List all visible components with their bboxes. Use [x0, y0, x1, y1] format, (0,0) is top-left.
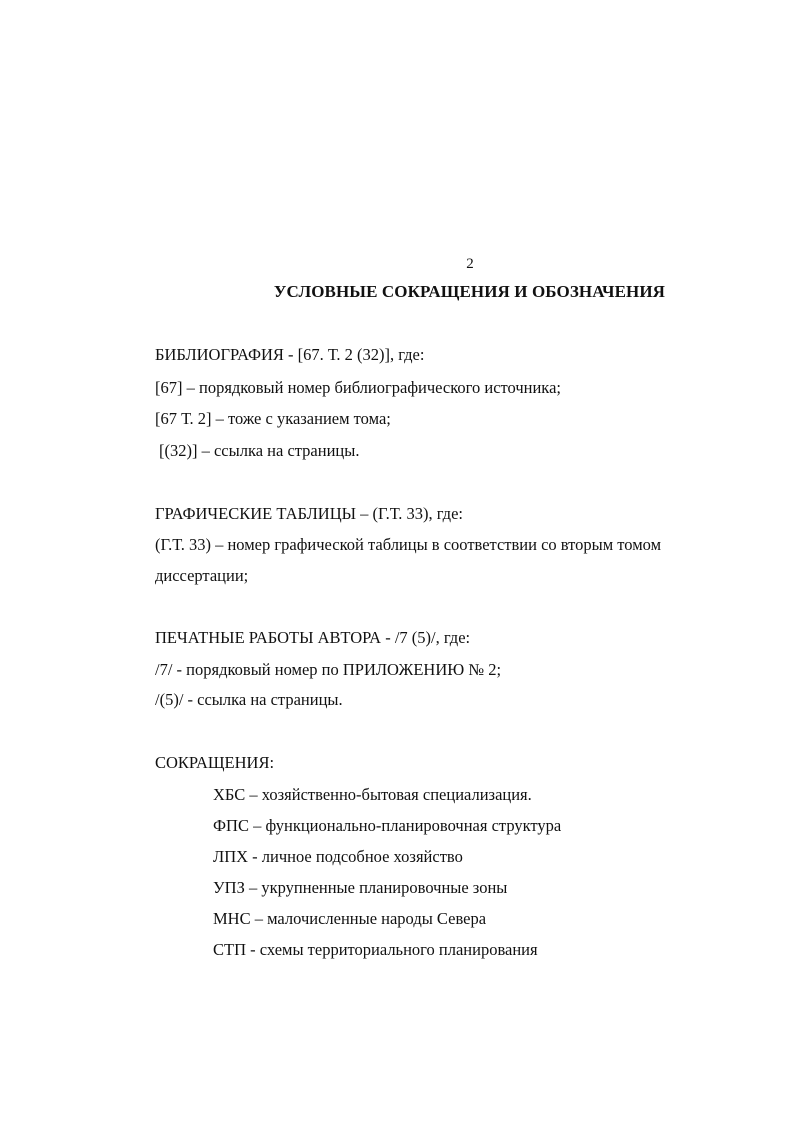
bibliography-line: [67 Т. 2] – тоже с указанием тома; — [155, 409, 391, 428]
bibliography-line: [(32)] – ссылка на страницы. — [159, 441, 360, 460]
abbreviation-item: СТП - схемы территориального планирования — [213, 940, 538, 959]
page-number: 2 — [466, 256, 474, 272]
author-works-heading: ПЕЧАТНЫЕ РАБОТЫ АВТОРА - /7 (5)/, где: — [155, 628, 471, 647]
author-works-line: /7/ - порядковый номер по ПРИЛОЖЕНИЮ № 2; — [155, 660, 502, 679]
author-works-line: /(5)/ - ссылка на страницы. — [155, 690, 343, 709]
abbreviation-item: ФПС – функционально-планировочная структура — [213, 816, 562, 835]
abbreviations-heading: СОКРАЩЕНИЯ: — [155, 753, 275, 772]
abbreviation-item: УПЗ – укрупненные планировочные зоны — [213, 878, 508, 897]
graphic-tables-line: диссертации; — [155, 566, 249, 585]
graphic-tables-heading: ГРАФИЧЕСКИЕ ТАБЛИЦЫ – (Г.Т. 33), где: — [155, 504, 463, 523]
abbreviation-item: МНС – малочисленные народы Севера — [213, 909, 487, 928]
abbreviation-item: ЛПХ - личное подсобное хозяйство — [213, 847, 463, 866]
graphic-tables-line: (Г.Т. 33) – номер графической таблицы в соответствии со вторым томом — [155, 535, 662, 554]
bibliography-heading: БИБЛИОГРАФИЯ - [67. Т. 2 (32)], где: — [155, 345, 425, 364]
page-title: УСЛОВНЫЕ СОКРАЩЕНИЯ И ОБОЗНАЧЕНИЯ — [273, 282, 666, 301]
bibliography-line: [67] – порядковый номер библиографического источника; — [155, 378, 561, 397]
abbreviation-item: ХБС – хозяйственно-бытовая специализация. — [213, 785, 532, 804]
